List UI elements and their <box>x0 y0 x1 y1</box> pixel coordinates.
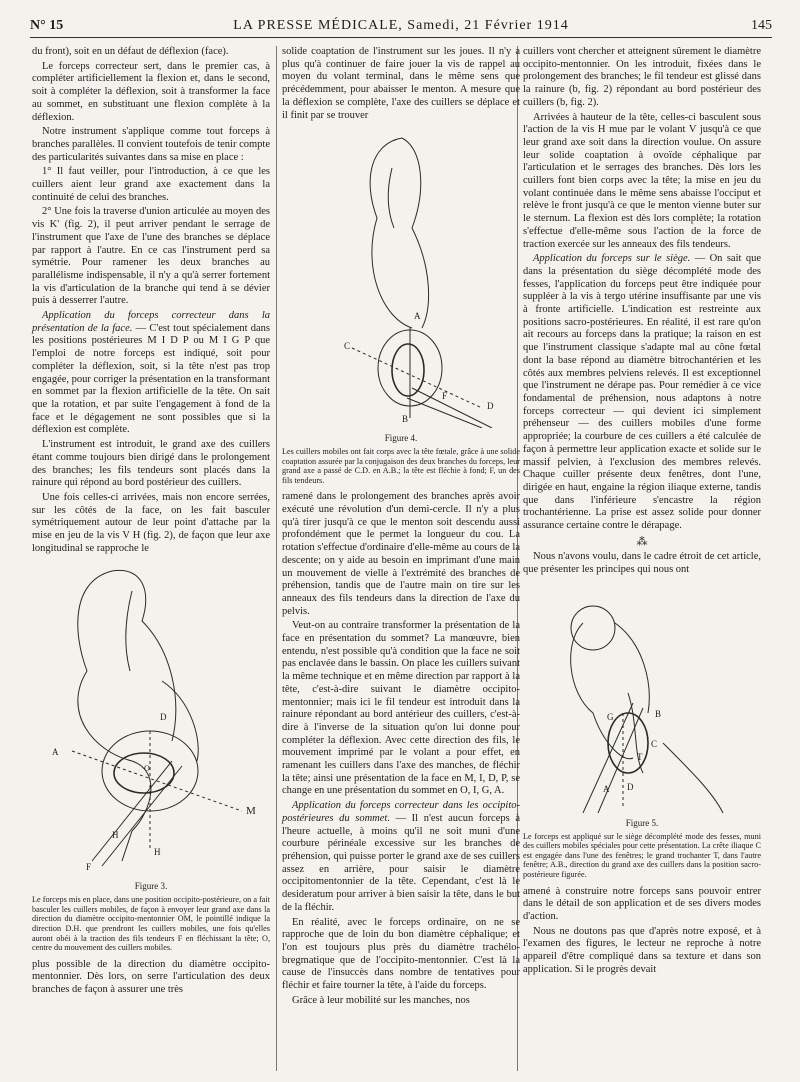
paragraph: Application du forceps sur le siège. — On sait que dans la présentation du siège décomplété mode des fesses, l'application du forceps peut être indiquée pour suppléer à la vis à tergo utérine insuffisante par une vis à fronte artificielle. L'indication est restreinte aux positions sacro-postérieures. En réalité, il est rare qu'on ait recours au forceps dans la pratique; la raison en est que l'instrument classique s'adapte mal au cône fœtal dont la base répond au diamètre bitrochantérien et les côtés aux membres pelviens relevés. Il est exceptionnel que l'instrument ne dérape pas. Pour remédier à ce vice fondamental de préhension, nous adaptons à notre forceps correcteur — qui devient ici simplement préhenseur — des cuillers mobiles d'une forme appropriée; la courbure de ces cuillers a été calculée de façon à permettre leur application exacte et solide sur le massif pelvien, à l'exclusion des membres relevés. Chaque cuiller présente deux fenêtres, dont l'une, dirigée en haut, engaine la région iliaque externe, tandis que dans l'inférieure s'encastre la région trochantérienne. La prise est assez solide pour donner assurance certaine contre le dérapage. <box>523 253 762 532</box>
page-number: 145 <box>751 18 772 33</box>
figure-4 <box>282 128 520 428</box>
paragraph: plus possible de la direction du diamètre occipito-mentonnier. Dès lors, on serre l'articulation des deux branches de façon à assurer une très <box>32 958 270 996</box>
figure-title: Figure 3. <box>134 881 168 892</box>
issue-number: N° 15 <box>30 18 64 33</box>
column-divider <box>276 46 277 1071</box>
figure-label: A <box>52 747 59 758</box>
journal-title: LA PRESSE MÉDICALE, Samedi, 21 Février 1914 <box>233 18 569 33</box>
paragraph: Une fois celles-ci arrivées, mais non encore serrées, sur les côtés de la face, on les fait basculer symétriquement autour de leur point d'attache par la mise en jeu de la vis V H (fig. 2), de façon que leur axe longitudinal se rapproche le <box>32 491 270 554</box>
paragraph: 2° Une fois la traverse d'union articulée au moyen des vis K' (fig. 2), il peut arriver pendant le serrage de l'instrument que l'axe de l'une des branches se déplace par rapport à l'autre. En ce cas l'instrument perd sa symétrie. Pour ramener les deux branches au parallélisme indispensable, il n'y a qu'à serrer fortement la vis d'articulation de la branche qui tend à se dévier puis à desserrer l'autre. <box>32 206 270 307</box>
paragraph: Veut-on au contraire transformer la présentation de la face en présentation du sommet? La manœuvre, bien entendu, n'est possible qu'à condition que la face ne soit pas enclavée dans le bassin. On place les cuillers suivant la même technique et en même direction par rapport à la tête, c'est-à-dire suivant le diamètre occipito-mentonnier; mais ici le fil tendeur est introduit dans la rainure répondant au bord antérieur des cuillers, c'est-à-dire à l'inverse de la situation qu'on lui donne pour compléter la déflexion. Avec cette direction des fils, le mouvement imprimé par le volant a pour effet, en ramenant les cuillers dans l'axe des manches, de fléchir la tête; ainsi une présentation de la face en M, I, D, P, se change en une présentation du sommet en O, I, G, A. <box>282 620 520 797</box>
figure-5-illustration <box>523 583 761 813</box>
figure-label: O <box>144 764 150 774</box>
figure-title: Figure 4. <box>384 433 418 444</box>
figure-caption: Les cuillers mobiles ont fait corps avec la tête fœtale, grâce à une solide coaptation assurée par la conjugaison des deux branches du forceps, leur grand axe a passé de C.D. en A.B.; la tête est fléchie à fond; F, un des fils tendeurs. <box>282 446 520 485</box>
paragraph: Nous n'avons voulu, dans le cadre étroit de cet article, que présenter les principes qui nous ont <box>523 551 761 576</box>
paragraph: Le forceps correcteur sert, dans le premier cas, à compléter artificiellement la flexion et, dans le second, soit à compléter la déflexion, soit à transformer la face au sommet, en substituant une flexion complète à la déflexion. <box>32 60 270 123</box>
figure-label: H <box>154 847 161 858</box>
paragraph: amené à construire notre forceps sans pouvoir entrer dans le détail de son application et de ses divers modes d'action. <box>523 885 761 922</box>
figure-label: F <box>442 391 448 402</box>
paragraph: L'instrument est introduit, le grand axe des cuillers étant comme toujours bien dirigé dans le prolongement des branches; les fils tendeurs sont placés dans la rainure qui répond au bord postérieur des cuillers. <box>32 439 270 489</box>
figure-label: B <box>655 708 662 719</box>
figure-4-illustration <box>282 128 520 428</box>
figure-label: H <box>112 830 119 841</box>
paragraph: Grâce à leur mobilité sur les manches, nos <box>292 994 470 1006</box>
figure-title: Figure 5. <box>625 817 659 828</box>
paragraph: du front), soit en un défaut de déflexion (face). <box>32 46 229 57</box>
paragraph: ramené dans le prolongement des branches après avoir exécuté une révolution d'un demi-cercle. Il n'y a plus qu'à tirer jusqu'à ce que le menton soit descendu aussi profondément que le permet la longueur du cou. La rotation s'effectue d'ordinaire d'elle-même au cours de la descente; on y aide au besoin en imprimant d'une main un mouvement de vielle à l'extrémité des branches de préhension, tandis que de l'autre main on tire sur les anneaux des fils tendeurs dans la direction de l'axe du pelvis. <box>282 491 520 617</box>
figure-label: C <box>344 341 351 352</box>
figure-caption: Le forceps mis en place, dans une position occipito-postérieure, on a fait basculer les cuillers mobiles, de façon à envoyer leur grand axe dans la direction du diamètre occipito-mentonnier OM, le pointillé indique la direction D.H. que prendront les cuillers mobiles, une fois qu'elles auront obéi à la traction des fils tendeurs F en fléchissant la tête; O, centre du mouvement des cuillers mobiles. <box>32 895 270 953</box>
figure-label: T <box>637 751 643 762</box>
figure-label: D <box>487 401 494 412</box>
figure-5 <box>523 583 761 813</box>
figure-3 <box>32 561 270 876</box>
column-right <box>523 46 761 978</box>
figure-label: M <box>246 805 256 818</box>
figure-label: D <box>627 781 634 792</box>
section-heading: Application du forceps correcteur dans la présentation de la face. <box>32 310 270 334</box>
figure-label: G <box>607 711 614 722</box>
figure-3-illustration <box>32 561 270 876</box>
column-left <box>32 46 270 999</box>
paragraph: cuillers vont chercher et atteignent sûrement le diamètre occipito-mentonnier. On les introduit, fixées dans le prolongement des branches; le fil tendeur est glissé dans la rainure (b, fig. 2) répondant au bord postérieur des cuillers (b, fig. 2). <box>523 46 761 108</box>
section-heading: Application du forceps correcteur dans les occipito-postérieures du sommet. <box>282 800 520 824</box>
figure-label: A <box>603 783 610 794</box>
paragraph: Nous ne doutons pas que d'après notre exposé, et à l'examen des figures, le lecteur ne reproche à notre appareil d'être compliqué dans sa texture et dans son application. Si le progrès devait <box>523 925 761 975</box>
paragraph: Application du forceps correcteur dans la présentation de la face. — C'est tout spécialement dans les positions postérieures M I D P ou M I G P que l'emploi de notre forceps est indiqué, soit pour compléter la déflexion, soit, si la tête n'est pas trop engagée, pour corriger la présentation en la transformant en sommet par la flexion artificielle de la tête. On sait que la rotation, et par suite l'engagement à fond de la face et le dégagement ne sont possibles que si la déflexion est complète. <box>32 310 270 436</box>
figure-label: D <box>160 712 167 723</box>
figure-label: A <box>414 311 421 322</box>
figure-label: B <box>402 414 409 425</box>
figure-label: F <box>86 862 92 873</box>
paragraph: Arrivées à hauteur de la tête, celles-ci basculent sous l'action de la vis H mue par le volant V jusqu'à ce que leur grand axe soit dans la direction voulue. On assure leur solide coaptation à ovoïde céphalique par l'articulation et le serrages des branches. Dès lors les cuillers font bien corps avec la tête; la mise en jeu du volant continuée dans le même sens abaisse l'occiput et relève le front jusqu'à ce que le menton vienne buter sur le sternum. La flexion est dès lors complète; la rotation s'effectue d'elle-même sous l'action de la force de traction exercée sur les anneaux des fils tendeurs. <box>523 111 761 250</box>
section-separator: ⁂ <box>636 535 648 548</box>
column-middle <box>282 46 520 1009</box>
paragraph: solide coaptation de l'instrument sur les joues. Il n'y a plus qu'à continuer de faire jouer la vis de rappel au moyen du volant terminal, dans le même sens que précédemment, pour abaisser le menton. A mesure que la déflexion se complète, l'axe des cuillers se déplace et il finit par se trouver <box>282 46 520 121</box>
figure-label: C <box>651 738 658 749</box>
paragraph: 1° Il faut veiller, pour l'introduction, à ce que les cuillers aient leur grand axe exactement dans la continuité de celui des branches. <box>32 166 270 203</box>
page-header <box>30 18 772 38</box>
paragraph: Application du forceps correcteur dans les occipito-postérieures du sommet. — Il n'est aucun forceps à l'heure actuelle, à moins qu'il ne soit muni d'une courbure périnéale excessive sur les branches de préhension, qui puisse porter le grand axe de ses cuillers assez en arrière, pour saisir le diamètre occipitomentonnier de la tête. Cependant, c'est là le desideratum pour arriver à bien saisir la tête, dans le but de la fléchir. <box>282 800 520 913</box>
section-heading: Application du forceps sur le siège. <box>533 253 691 265</box>
figure-caption: Le forceps est appliqué sur le siège décomplété mode des fesses, muni des cuillers mobiles spéciales pour cette présentation. La crête iliaque C est engagée dans l'une des fenêtres; le grand trochanter T, dans l'autre fenêtre; A.B., direction du grand axe des cuillers dans la position sacro-postérieure figurée. <box>523 831 761 879</box>
paragraph: Notre instrument s'applique comme tout forceps à branches parallèles. Il convient toutefois de tenir compte des particularités suivantes dans sa mise en place : <box>32 126 270 163</box>
paragraph: En réalité, avec le forceps ordinaire, on ne se rapproche que de loin du bon diamètre céphalique; et l'on est toujours plus près du diamètre trachélo-bregmatique que de l'occipito-mentonnier. C'est là la cause de l'insuccès dans nombre de tentatives pour fléchir et faire tourner la tête, à l'aide du forceps. <box>282 916 520 992</box>
